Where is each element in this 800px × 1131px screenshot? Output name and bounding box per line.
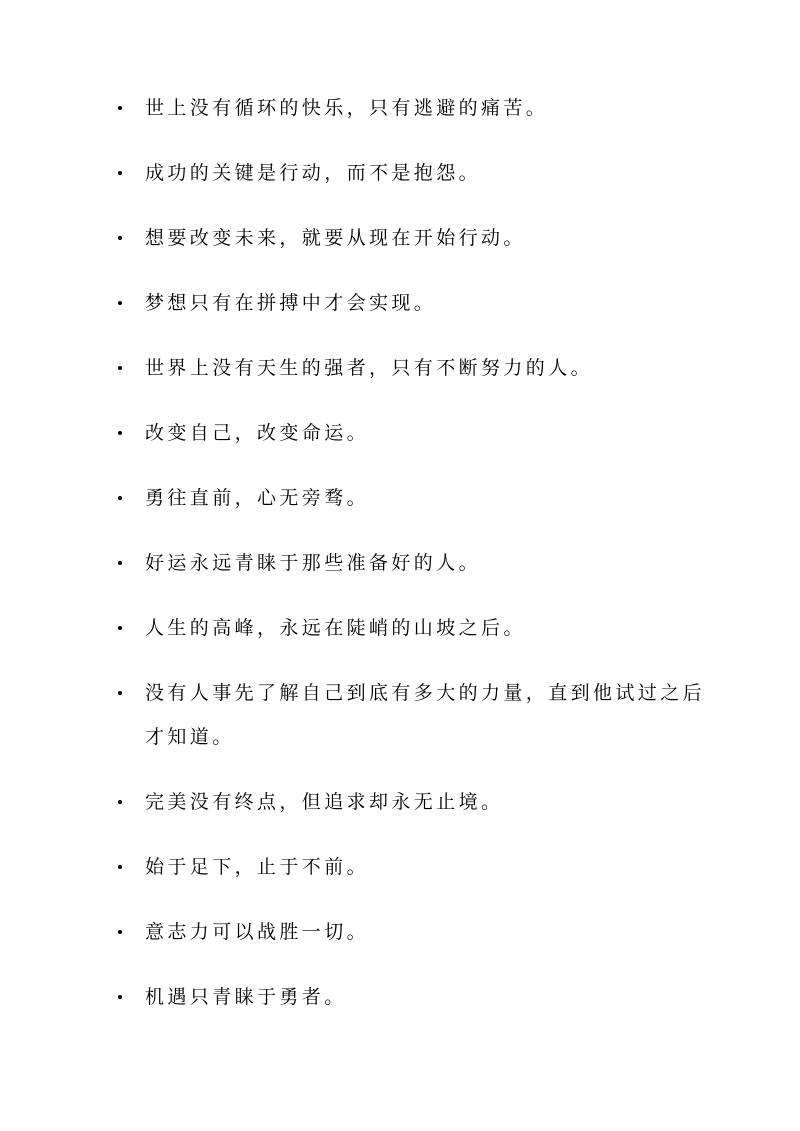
list-item (118, 281, 708, 325)
list-item (118, 606, 708, 650)
bullet-icon (118, 366, 122, 370)
quote-text: 好运永远青睐于那些准备好的人。 (145, 552, 482, 574)
list-item (118, 845, 708, 889)
bullet-icon (118, 626, 122, 630)
bullet-icon (118, 995, 122, 999)
bullet-icon (118, 171, 122, 175)
quote-text: 梦想只有在拼搏中才会实现。 (145, 292, 437, 314)
list-item (118, 476, 708, 520)
bullet-icon (118, 800, 122, 804)
bullet-icon (118, 691, 122, 695)
bullet-icon (118, 106, 122, 110)
bullet-icon (118, 301, 122, 305)
list-item (118, 346, 708, 390)
quote-text: 始于足下，止于不前。 (145, 856, 370, 878)
list-item (118, 86, 708, 130)
bullet-icon (118, 496, 122, 500)
bullet-icon (118, 561, 122, 565)
list-item (118, 780, 708, 824)
list-item (118, 216, 708, 260)
list-item (118, 910, 708, 954)
bullet-icon (118, 236, 122, 240)
quote-text: 世上没有循环的快乐，只有逃避的痛苦。 (145, 97, 549, 119)
list-item (118, 975, 708, 1019)
quote-text: 世界上没有天生的强者，只有不断努力的人。 (145, 357, 594, 379)
quote-text: 人生的高峰，永远在陡峭的山坡之后。 (145, 617, 526, 639)
quote-text: 意志力可以战胜一切。 (145, 921, 370, 943)
bullet-icon (118, 930, 122, 934)
quote-text: 机遇只青睐于勇者。 (145, 986, 347, 1008)
list-item (118, 541, 708, 585)
list-item (118, 671, 708, 759)
quote-text: 完美没有终点，但追求却永无止境。 (145, 791, 504, 813)
quote-text: 想要改变未来，就要从现在开始行动。 (145, 227, 526, 249)
quote-text: 改变自己，改变命运。 (145, 422, 370, 444)
list-item (118, 151, 708, 195)
quote-text: 没有人事先了解自己到底有多大的力量，直到他试过之后才知道。 (145, 682, 706, 748)
quote-text: 成功的关键是行动，而不是抱怨。 (145, 162, 482, 184)
quote-text: 勇往直前，心无旁骛。 (145, 487, 370, 509)
bullet-icon (118, 431, 122, 435)
quote-list (118, 86, 708, 1040)
list-item (118, 411, 708, 455)
bullet-icon (118, 865, 122, 869)
